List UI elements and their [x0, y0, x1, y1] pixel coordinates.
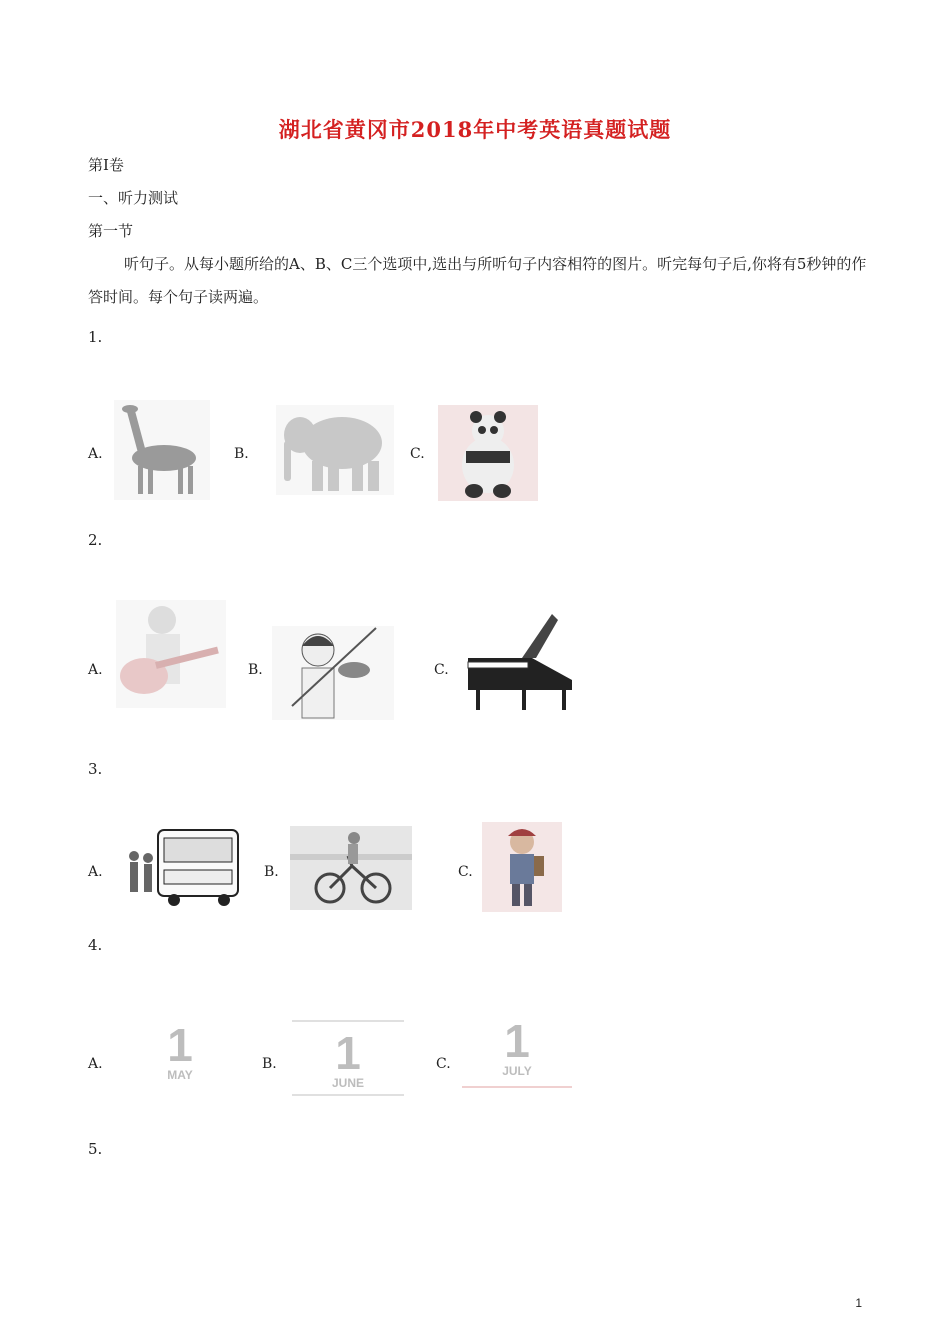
calendar-day: 1 — [167, 1019, 193, 1071]
question-number: 4. — [88, 936, 103, 954]
option-label: B. — [248, 662, 263, 678]
calendar-day: 1 — [335, 1027, 361, 1079]
part-heading: 一、听力测试 — [88, 189, 179, 207]
calendar-may — [146, 1019, 214, 1082]
page-number: 1 — [855, 1296, 862, 1310]
calendar-month: JUNE — [331, 1076, 364, 1090]
option-label: B. — [262, 1056, 277, 1072]
piano-icon — [462, 610, 582, 716]
question-number: 5. — [88, 1140, 103, 1158]
page-title: 湖北省黄冈市2018年中考英语真题试题 — [278, 117, 672, 142]
violin-player-icon — [272, 626, 394, 720]
calendar-day: 1 — [504, 1015, 530, 1067]
option-label: B. — [264, 864, 279, 880]
walking-boy-icon — [482, 822, 562, 912]
option-label: C. — [410, 446, 425, 462]
bicycle-icon — [290, 826, 412, 910]
calendar-july — [462, 1015, 572, 1088]
option-label: A. — [88, 864, 103, 880]
question-number: 3. — [88, 760, 103, 778]
option-label: B. — [234, 446, 249, 462]
option-label: C. — [436, 1056, 451, 1072]
sub-heading: 第一节 — [88, 222, 134, 240]
option-label: A. — [88, 446, 103, 462]
guitar-player-icon — [116, 600, 226, 708]
bus-icon — [118, 824, 242, 910]
option-label: C. — [458, 864, 473, 880]
instructions: 听句子。从每小题所给的A、B、C三个选项中,选出与所听句子内容相符的图片。听完每句子后,你将有5秒钟的作答时间。每个句子读两遍。 — [88, 255, 867, 306]
calendar-month: JULY — [502, 1064, 532, 1078]
calendar-month: MAY — [167, 1068, 193, 1082]
giraffe-icon — [114, 400, 210, 500]
calendar-june — [292, 1020, 404, 1096]
volume-heading: 第Ⅰ卷 — [88, 156, 124, 174]
question-number: 2. — [88, 531, 103, 549]
option-label: A. — [88, 662, 103, 678]
panda-icon — [438, 405, 538, 501]
option-label: C. — [434, 662, 449, 678]
option-label: A. — [88, 1056, 103, 1072]
elephant-icon — [276, 405, 394, 495]
question-number: 1. — [88, 328, 103, 346]
